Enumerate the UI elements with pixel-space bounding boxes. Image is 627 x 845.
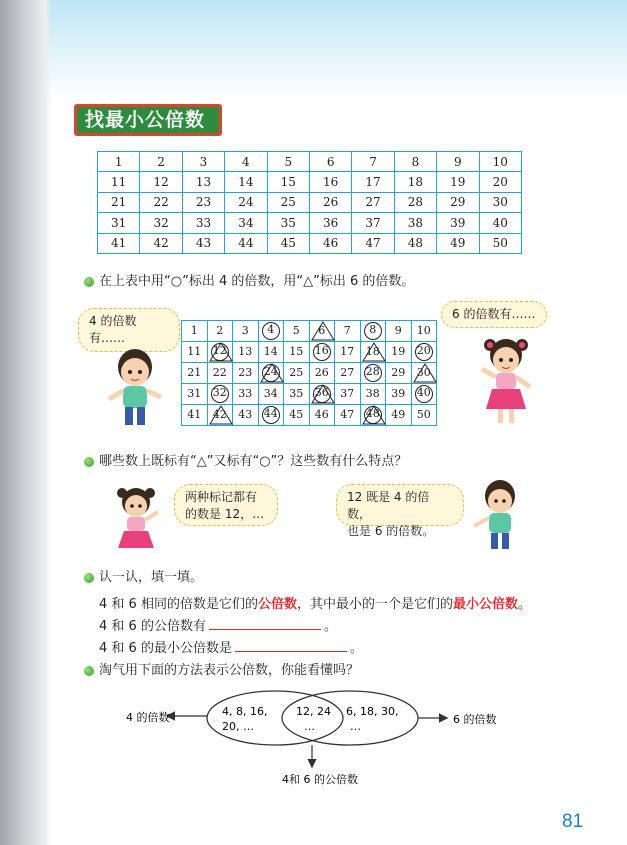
table-cell bbox=[258, 363, 284, 384]
table-cell: 16 bbox=[309, 172, 351, 192]
table-cell: 4 bbox=[225, 152, 267, 172]
table-cell: 38 bbox=[394, 213, 436, 233]
bubble-line: 的数是 12，… bbox=[185, 507, 265, 521]
table-cell: 37 bbox=[352, 213, 394, 233]
number: 50 bbox=[416, 408, 431, 421]
marked-number: 24 bbox=[262, 364, 280, 382]
question-3: 认一认，填一填。 bbox=[99, 570, 204, 585]
marked-number: 16 bbox=[313, 343, 331, 361]
bullet-icon bbox=[84, 573, 94, 583]
number: 49 bbox=[391, 408, 406, 421]
number: 37 bbox=[340, 387, 355, 400]
table-cell bbox=[360, 405, 386, 426]
girl-illustration-2 bbox=[106, 484, 168, 558]
boy-illustration bbox=[103, 345, 175, 429]
table-cell bbox=[411, 363, 437, 384]
table-cell: 17 bbox=[352, 172, 394, 192]
fill-period: 。 bbox=[323, 619, 337, 634]
table-cell: 47 bbox=[352, 233, 394, 253]
table-cell: 15 bbox=[267, 172, 309, 192]
table-cell bbox=[258, 405, 284, 426]
answer-blank[interactable] bbox=[209, 618, 321, 630]
table-cell bbox=[386, 321, 412, 342]
table-cell: 43 bbox=[182, 233, 224, 253]
number: 5 bbox=[292, 324, 300, 337]
table-cell: 39 bbox=[437, 213, 479, 233]
term-common-multiple: 公倍数 bbox=[257, 597, 297, 612]
table-row bbox=[98, 152, 522, 172]
table-cell bbox=[335, 384, 361, 405]
bullet-icon bbox=[84, 666, 94, 676]
table-cell bbox=[360, 363, 386, 384]
table-cell bbox=[411, 384, 437, 405]
number: 15 bbox=[289, 345, 304, 358]
table-cell bbox=[258, 342, 284, 363]
marked-number: 8 bbox=[364, 322, 382, 340]
question-4: 淘气用下面的方法表示公倍数，你能看懂吗？ bbox=[99, 663, 360, 678]
table-cell bbox=[309, 321, 335, 342]
fill-label: 4 和 6 的最小公倍数是 bbox=[99, 641, 232, 656]
table-cell bbox=[182, 342, 208, 363]
table-cell bbox=[284, 321, 310, 342]
marked-number: 28 bbox=[364, 364, 382, 382]
table-cell bbox=[335, 363, 361, 384]
definition-text: 。 bbox=[518, 597, 532, 612]
term-least-common-multiple: 最小公倍数 bbox=[452, 597, 518, 612]
marked-number: 12 bbox=[211, 343, 229, 361]
table-cell: 8 bbox=[394, 152, 436, 172]
number: 34 bbox=[263, 387, 278, 400]
answer-blank[interactable] bbox=[235, 640, 347, 652]
marked-number: 4 bbox=[262, 322, 280, 340]
table-cell: 46 bbox=[309, 233, 351, 253]
table-cell: 30 bbox=[479, 192, 521, 212]
table-cell: 11 bbox=[98, 172, 140, 192]
table-cell bbox=[233, 384, 259, 405]
table-cell bbox=[386, 405, 412, 426]
table-cell: 7 bbox=[352, 152, 394, 172]
table-cell: 20 bbox=[479, 172, 521, 192]
marked-number-table bbox=[181, 320, 437, 426]
table-cell bbox=[284, 363, 310, 384]
bullet-icon bbox=[84, 457, 94, 467]
number: 26 bbox=[314, 366, 329, 379]
set-4-multiples-circle bbox=[207, 691, 343, 745]
table-cell: 19 bbox=[437, 172, 479, 192]
number: 11 bbox=[187, 345, 202, 358]
bubble-line: 也是 6 的倍数。 bbox=[347, 524, 435, 538]
table-cell: 45 bbox=[267, 233, 309, 253]
table-cell bbox=[207, 363, 233, 384]
table-cell bbox=[411, 321, 437, 342]
venn-middle-content: 12, 24 bbox=[296, 705, 331, 718]
venn-diagram bbox=[110, 688, 530, 798]
number: 33 bbox=[238, 387, 253, 400]
table-cell: 24 bbox=[225, 192, 267, 212]
table-cell bbox=[182, 321, 208, 342]
number: 17 bbox=[340, 345, 355, 358]
table-cell: 3 bbox=[182, 152, 224, 172]
table-cell: 22 bbox=[140, 192, 182, 212]
number: 29 bbox=[391, 366, 406, 379]
table-cell: 34 bbox=[225, 213, 267, 233]
marked-number: 32 bbox=[211, 385, 229, 403]
number: 31 bbox=[187, 387, 202, 400]
table-cell bbox=[207, 405, 233, 426]
table-cell bbox=[309, 363, 335, 384]
table-cell bbox=[258, 321, 284, 342]
table-cell: 26 bbox=[309, 192, 351, 212]
table-row bbox=[98, 172, 522, 192]
table-cell: 13 bbox=[182, 172, 224, 192]
table-cell bbox=[335, 321, 361, 342]
number: 2 bbox=[216, 324, 224, 337]
number: 41 bbox=[187, 408, 202, 421]
table-cell: 6 bbox=[309, 152, 351, 172]
marked-number: 36 bbox=[313, 385, 331, 403]
table-cell: 31 bbox=[98, 213, 140, 233]
table-cell bbox=[335, 405, 361, 426]
number: 3 bbox=[241, 324, 249, 337]
table-cell: 12 bbox=[140, 172, 182, 192]
number: 19 bbox=[391, 345, 406, 358]
venn-right-label: 6 的倍数 bbox=[453, 713, 497, 726]
marked-number: 42 bbox=[212, 408, 227, 421]
table-cell: 29 bbox=[437, 192, 479, 212]
table-cell: 14 bbox=[225, 172, 267, 192]
number: 14 bbox=[263, 345, 278, 358]
table-cell: 48 bbox=[394, 233, 436, 253]
table-cell: 27 bbox=[352, 192, 394, 212]
venn-left-label: 4 的倍数 bbox=[126, 711, 170, 724]
venn-middle-content: … bbox=[304, 720, 315, 733]
table-cell: 44 bbox=[225, 233, 267, 253]
table-row bbox=[98, 213, 522, 233]
boy-illustration-2 bbox=[466, 478, 530, 552]
number: 46 bbox=[314, 408, 329, 421]
table-cell bbox=[309, 384, 335, 405]
table-cell: 18 bbox=[394, 172, 436, 192]
table-row bbox=[182, 321, 437, 342]
marked-number: 20 bbox=[415, 343, 433, 361]
question-2: 哪些数上既标有“△”又标有“○”？这些数有什么特点？ bbox=[99, 454, 408, 469]
table-cell bbox=[182, 384, 208, 405]
number: 22 bbox=[212, 366, 227, 379]
table-cell: 23 bbox=[182, 192, 224, 212]
number: 23 bbox=[238, 366, 253, 379]
table-cell: 49 bbox=[437, 233, 479, 253]
number: 21 bbox=[187, 366, 202, 379]
table-row bbox=[182, 363, 437, 384]
table-cell: 25 bbox=[267, 192, 309, 212]
definition-line bbox=[99, 593, 531, 612]
table-cell bbox=[360, 342, 386, 363]
table-cell bbox=[360, 321, 386, 342]
speech-bubble-boy: 4 的倍数有…… bbox=[78, 308, 180, 352]
table-cell bbox=[207, 342, 233, 363]
table-cell: 10 bbox=[479, 152, 521, 172]
number: 39 bbox=[391, 387, 406, 400]
table-cell bbox=[233, 342, 259, 363]
venn-right-content: … bbox=[350, 720, 361, 733]
table-cell bbox=[411, 405, 437, 426]
table-cell: 9 bbox=[437, 152, 479, 172]
bubble-line: 12 既是 4 的倍数， bbox=[347, 490, 430, 521]
set-6-multiples-circle bbox=[282, 691, 418, 745]
definition-text: 4 和 6 相同的倍数是它们的 bbox=[99, 597, 258, 612]
fill-label: 4 和 6 的公倍数有 bbox=[99, 619, 206, 634]
table-cell bbox=[258, 384, 284, 405]
table-cell: 21 bbox=[98, 192, 140, 212]
table-row bbox=[98, 233, 522, 253]
speech-bubble-girl: 6 的倍数有…… bbox=[441, 301, 547, 328]
number: 35 bbox=[289, 387, 304, 400]
table-cell: 28 bbox=[394, 192, 436, 212]
table-cell: 40 bbox=[479, 213, 521, 233]
table-cell bbox=[207, 321, 233, 342]
marked-number: 30 bbox=[416, 366, 431, 379]
table-cell bbox=[284, 342, 310, 363]
number: 25 bbox=[289, 366, 304, 379]
number: 9 bbox=[394, 324, 402, 337]
bubble-line: 两种标记都有 bbox=[185, 490, 258, 504]
marked-number: 44 bbox=[262, 406, 280, 424]
marked-number: 6 bbox=[318, 324, 326, 337]
table-cell bbox=[360, 384, 386, 405]
table-cell: 2 bbox=[140, 152, 182, 172]
table-cell bbox=[411, 342, 437, 363]
table-cell bbox=[386, 384, 412, 405]
venn-right-content: 6, 18, 30, bbox=[346, 705, 399, 718]
fill-line-2 bbox=[99, 637, 363, 656]
table-row bbox=[182, 342, 437, 363]
girl-illustration bbox=[470, 335, 542, 425]
table-cell: 33 bbox=[182, 213, 224, 233]
number: 1 bbox=[190, 324, 198, 337]
table-cell: 50 bbox=[479, 233, 521, 253]
number-table bbox=[97, 151, 522, 254]
marked-number: 18 bbox=[365, 345, 380, 358]
section-title: 找最小公倍数 bbox=[74, 104, 222, 136]
table-cell: 5 bbox=[267, 152, 309, 172]
marked-number: 40 bbox=[415, 385, 433, 403]
table-cell bbox=[309, 405, 335, 426]
table-cell bbox=[284, 405, 310, 426]
fill-period: 。 bbox=[349, 641, 363, 656]
table-cell bbox=[207, 384, 233, 405]
book-spine-shadow bbox=[0, 0, 52, 845]
table-row bbox=[98, 192, 522, 212]
number: 38 bbox=[365, 387, 380, 400]
venn-left-content: 4, 8, 16, bbox=[222, 705, 268, 718]
table-cell bbox=[386, 342, 412, 363]
fill-line-1 bbox=[99, 615, 337, 634]
number: 27 bbox=[340, 366, 355, 379]
page-number: 81 bbox=[562, 811, 584, 832]
table-row bbox=[182, 384, 437, 405]
table-cell bbox=[182, 405, 208, 426]
table-cell bbox=[233, 405, 259, 426]
table-cell bbox=[233, 321, 259, 342]
venn-bottom-label: 4和 6 的公倍数 bbox=[282, 773, 358, 786]
table-cell bbox=[182, 363, 208, 384]
number: 45 bbox=[289, 408, 304, 421]
table-cell: 32 bbox=[140, 213, 182, 233]
number: 43 bbox=[238, 408, 253, 421]
question-1: 在上表中用“○”标出 4 的倍数，用“△”标出 6 的倍数。 bbox=[99, 274, 415, 289]
table-cell bbox=[335, 342, 361, 363]
table-cell bbox=[309, 342, 335, 363]
number: 47 bbox=[340, 408, 355, 421]
table-cell: 35 bbox=[267, 213, 309, 233]
table-cell: 36 bbox=[309, 213, 351, 233]
number: 7 bbox=[343, 324, 351, 337]
definition-text: ，其中最小的一个是它们的 bbox=[296, 597, 453, 612]
speech-bubble-boy-2 bbox=[336, 484, 464, 538]
table-cell: 1 bbox=[98, 152, 140, 172]
number: 13 bbox=[238, 345, 253, 358]
speech-bubble-girl-2 bbox=[174, 484, 278, 526]
table-cell bbox=[284, 384, 310, 405]
table-cell bbox=[233, 363, 259, 384]
venn-left-content: 20, … bbox=[222, 720, 254, 733]
table-row bbox=[182, 405, 437, 426]
marked-number: 48 bbox=[364, 406, 382, 424]
table-cell: 42 bbox=[140, 233, 182, 253]
table-cell bbox=[386, 363, 412, 384]
table-cell: 41 bbox=[98, 233, 140, 253]
number: 10 bbox=[416, 324, 431, 337]
bullet-icon bbox=[84, 277, 94, 287]
